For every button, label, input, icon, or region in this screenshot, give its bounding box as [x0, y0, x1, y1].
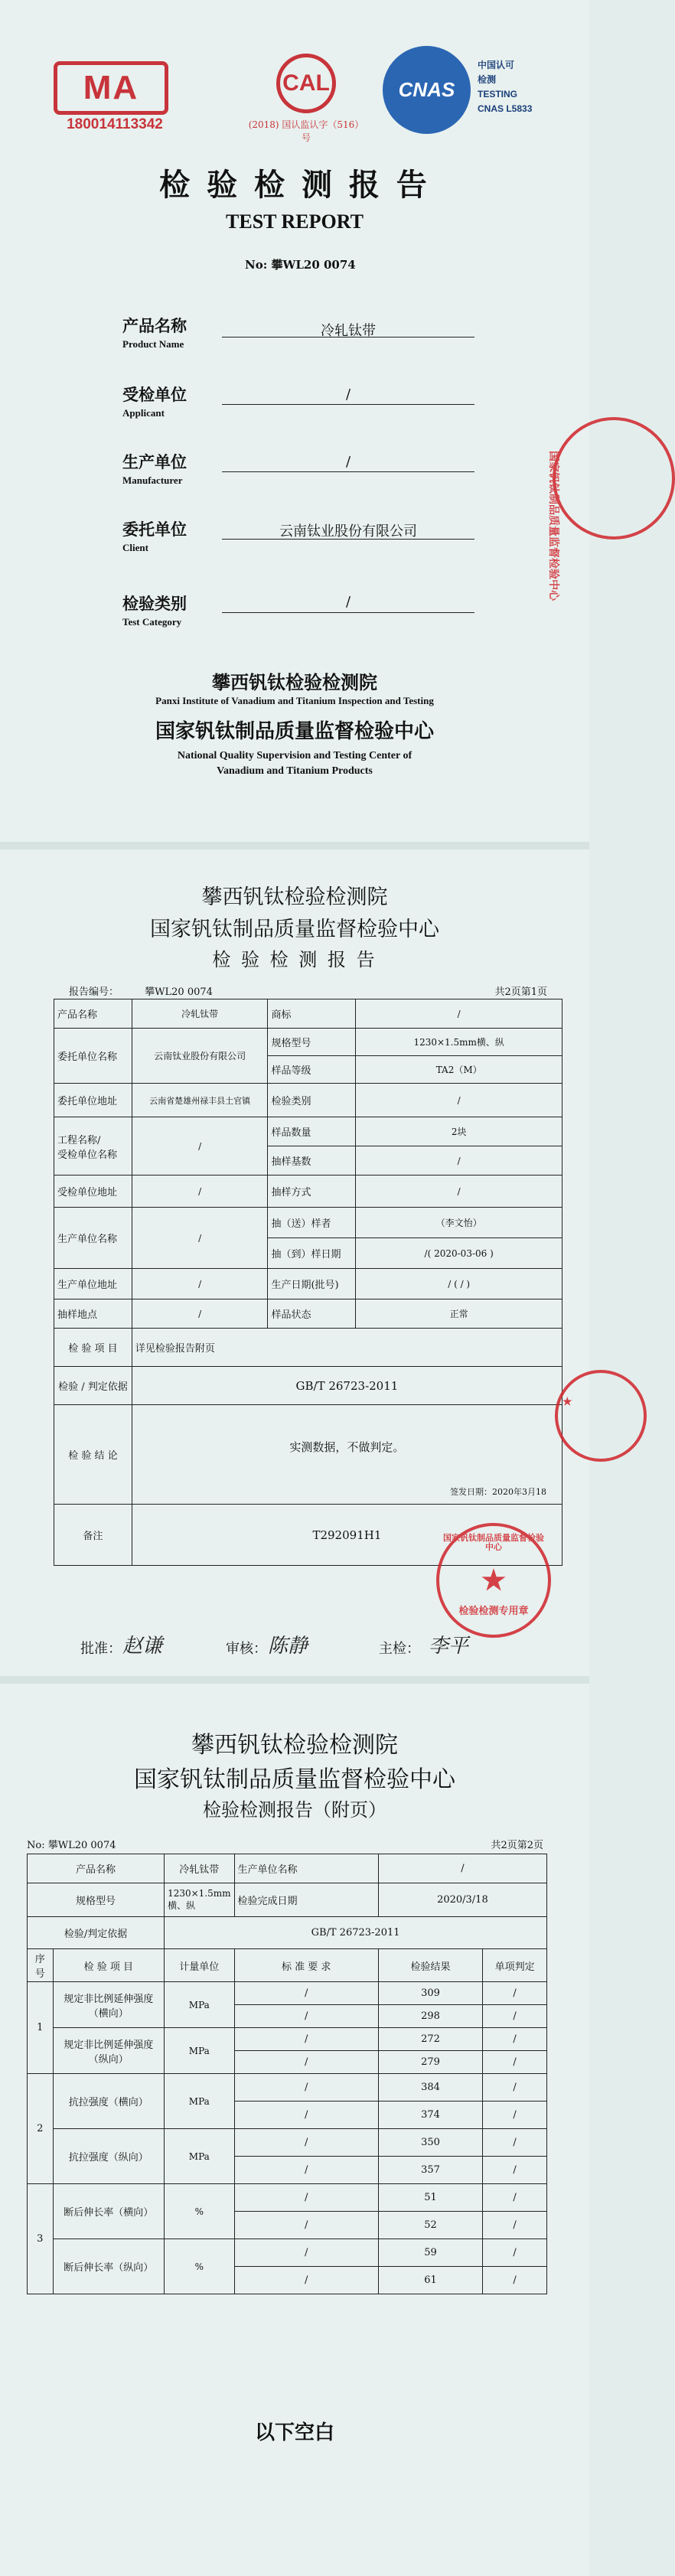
- cell: 检验/判定依据: [28, 1917, 165, 1949]
- cell: 384: [378, 2074, 482, 2102]
- field-underline: [222, 471, 474, 472]
- cell: /: [234, 2239, 378, 2267]
- table-row: [54, 1117, 562, 1146]
- cell: /: [132, 1176, 268, 1208]
- cell: GB/T 26723-2011: [132, 1367, 562, 1405]
- cell: /: [132, 1299, 268, 1329]
- cell: 52: [378, 2212, 482, 2239]
- table-row: [54, 1367, 562, 1405]
- cell: 样品数量: [268, 1117, 356, 1146]
- cell: 规格型号: [268, 1029, 356, 1056]
- cell: 1: [28, 1982, 54, 2074]
- field-label-cn: 生产单位: [122, 452, 187, 471]
- approve-signature: 赵谦: [122, 1635, 163, 1658]
- cell: 3: [28, 2184, 54, 2294]
- cell: /: [483, 2157, 547, 2184]
- report-number-label: No:: [245, 258, 268, 272]
- cma-number: 180014113342: [67, 116, 163, 132]
- cell: /: [132, 1117, 268, 1176]
- page-separator: [0, 1676, 589, 1684]
- report-main-page: [0, 849, 589, 1676]
- table-row: [28, 1883, 547, 1917]
- cell: /: [234, 1982, 378, 2005]
- cell: 2: [28, 2074, 54, 2184]
- cell: 检验类别: [268, 1084, 356, 1117]
- edge-seal: [555, 1370, 647, 1462]
- cell: 断后伸长率（横向）: [53, 2184, 165, 2239]
- cell: 样品状态: [268, 1299, 356, 1329]
- cell: MPa: [165, 2028, 234, 2074]
- cal-logo-text: CAL: [282, 70, 330, 96]
- cell: / ( / ): [356, 1269, 562, 1299]
- cell: 规格型号: [28, 1883, 165, 1917]
- cell: 309: [378, 1982, 482, 2005]
- page2-report-number: [69, 983, 213, 998]
- cell: /: [234, 2102, 378, 2129]
- inspect-label: 主检：: [379, 1641, 420, 1657]
- cell: 冷轧钛带: [132, 999, 268, 1029]
- cell: 样品等级: [268, 1056, 356, 1084]
- header-cell: 计量单位: [165, 1949, 234, 1982]
- cell: %: [165, 2184, 234, 2239]
- approve-label: 批准：: [80, 1641, 122, 1657]
- cnas-text-4: CNAS L5833: [478, 103, 533, 114]
- header-cell: 检 验 项 目: [53, 1949, 165, 1982]
- table-row: [28, 2028, 547, 2051]
- org-name-cn: 攀西钒钛检验检测院: [212, 671, 377, 693]
- cnas-text-1: 中国认可: [478, 60, 515, 70]
- field-value: /: [345, 386, 351, 403]
- page2-page-info: 共2页第1页: [494, 986, 547, 998]
- cell: /: [356, 1084, 562, 1117]
- cell: TA2（M）: [356, 1056, 562, 1084]
- cell: 2020/3/18: [378, 1883, 546, 1917]
- cell: /: [234, 2074, 378, 2102]
- cell: 云南省楚雄州禄丰县土官镇: [132, 1084, 268, 1117]
- field-label-cn: 委托单位: [122, 520, 187, 539]
- cell: 298: [378, 2005, 482, 2028]
- table-row: [28, 1854, 547, 1883]
- page2-report-number-label: 报告编号：: [69, 986, 119, 998]
- blank-below-notice: 以下空白: [254, 2421, 334, 2444]
- cell: 272: [378, 2028, 482, 2051]
- cell: 1230×1.5mm横、纵: [356, 1029, 562, 1056]
- cell: 抽（送）样者: [268, 1208, 356, 1238]
- cell: 断后伸长率（纵向）: [53, 2239, 165, 2294]
- cell: 详见检验报告附页: [132, 1329, 562, 1367]
- report-title-en: TEST REPORT: [226, 210, 364, 233]
- table-row: [54, 1299, 562, 1329]
- cnas-logo: [383, 46, 559, 138]
- cell: 规定非比例延伸强度 （纵向）: [53, 2028, 165, 2074]
- center-name-en-1: National Quality Supervision and Testing Center of: [177, 750, 412, 761]
- cell: 抗拉强度（横向）: [53, 2074, 165, 2129]
- cell: MPa: [165, 1982, 234, 2028]
- report-number-value: 攀WL20 0074: [271, 258, 356, 272]
- cell: /: [483, 2074, 547, 2102]
- field-label-cn: 受检单位: [122, 385, 187, 404]
- cell: /: [234, 2005, 378, 2028]
- cell: 51: [378, 2184, 482, 2212]
- seal-stamp: [547, 417, 675, 601]
- cell: /: [483, 2102, 547, 2129]
- page3-page-info: 共2页第2页: [491, 1840, 543, 1851]
- field-value: /: [345, 594, 351, 610]
- table-row: [54, 1269, 562, 1299]
- conclusion-cell: [132, 1405, 562, 1505]
- cell: 规定非比例延伸强度 （横向）: [53, 1982, 165, 2028]
- field-underline: [222, 404, 474, 405]
- cell: /( 2020-03-06 ): [356, 1238, 562, 1269]
- cell: 检验完成日期: [234, 1883, 378, 1917]
- table-row: [28, 1917, 547, 1949]
- cell: 抽样方式: [268, 1176, 356, 1208]
- header-cell: 序号: [28, 1949, 54, 1982]
- cover-page: [0, 0, 589, 842]
- cell: 产品名称: [28, 1854, 165, 1883]
- table-row: [54, 1405, 562, 1505]
- table-header-row: [28, 1949, 547, 1982]
- cell: 商标: [268, 999, 356, 1029]
- cma-logo: [54, 61, 176, 138]
- center-name-en-2: Vanadium and Titanium Products: [217, 765, 373, 777]
- table-row: [54, 1029, 562, 1056]
- cell: /: [132, 1208, 268, 1269]
- cell: /: [234, 2157, 378, 2184]
- cell: 抗拉强度（纵向）: [53, 2129, 165, 2184]
- cell: /: [483, 2129, 547, 2157]
- cell: 生产单位名称: [234, 1854, 378, 1883]
- cell: /: [483, 2212, 547, 2239]
- cell: 受检单位地址: [54, 1176, 132, 1208]
- cal-logo-number: (2018) 国认监认字（516）号: [248, 119, 364, 143]
- cell: 抽样基数: [268, 1146, 356, 1176]
- table-row: [28, 2129, 547, 2157]
- cell: /: [483, 2267, 547, 2294]
- review-signature: 陈静: [268, 1635, 308, 1658]
- report-title-cn: 检 验 检 测 报 告: [159, 167, 430, 203]
- report-number: [245, 256, 356, 272]
- field-underline: [222, 612, 474, 613]
- field-label-en: Test Category: [122, 616, 182, 628]
- conclusion-text: 实测数据，不做判定。: [289, 1440, 405, 1454]
- cell: MPa: [165, 2074, 234, 2129]
- cell: 374: [378, 2102, 482, 2129]
- seal-text: 国家钒钛制品质量监督检验中心: [443, 1533, 544, 1552]
- page2-report-number-value: 攀WL20 0074: [145, 986, 213, 998]
- cell: %: [165, 2239, 234, 2294]
- cell: 357: [378, 2157, 482, 2184]
- cell: 生产单位名称: [54, 1208, 132, 1269]
- cell: /: [234, 2212, 378, 2239]
- table-row: [28, 2074, 547, 2102]
- report-appendix-page: [0, 1684, 589, 2576]
- cell: 279: [378, 2051, 482, 2074]
- seal-subtext: 检验检测专用章: [458, 1606, 529, 1617]
- cnas-text-3: TESTING: [478, 89, 518, 99]
- cell: 冷轧钛带: [165, 1854, 234, 1883]
- page3-title: 检验检测报告（附页）: [203, 1799, 386, 1821]
- field-value: 云南钛业股份有限公司: [279, 523, 417, 540]
- cell: 委托单位地址: [54, 1084, 132, 1117]
- cell: /: [356, 1146, 562, 1176]
- field-label-cn: 检验类别: [122, 594, 187, 613]
- field-value: /: [345, 454, 351, 470]
- cnas-emblem: CNAS: [383, 46, 471, 134]
- cell: /: [356, 999, 562, 1029]
- cell: /: [234, 2184, 378, 2212]
- cell: T292091H1: [132, 1505, 562, 1566]
- cell: 检 验 项 目: [54, 1329, 132, 1367]
- cell: （李文怡）: [356, 1208, 562, 1238]
- cell: 抽样地点: [54, 1299, 132, 1329]
- cell: 正常: [356, 1299, 562, 1329]
- field-underline: [222, 539, 474, 540]
- cell: /: [483, 2239, 547, 2267]
- cell: 2块: [356, 1117, 562, 1146]
- cell: 检验 / 判定依据: [54, 1367, 132, 1405]
- cell: 工程名称/ 受检单位名称: [54, 1117, 132, 1176]
- cell: GB/T 26723-2011: [165, 1917, 547, 1949]
- page3-report-number-value: 攀WL20 0074: [47, 1840, 116, 1851]
- page3-org: 攀西钒钛检验检测院: [191, 1732, 398, 1759]
- report-main-table: [54, 999, 562, 1566]
- center-name-cn: 国家钒钛制品质量监督检验中心: [155, 720, 434, 743]
- cell: /: [483, 2051, 547, 2074]
- table-row: [54, 999, 562, 1029]
- cell: /: [483, 1982, 547, 2005]
- seal-edge-star-icon: ★: [562, 1396, 572, 1408]
- page2-org: 攀西钒钛检验检测院: [201, 885, 388, 909]
- cell: 云南钛业股份有限公司: [132, 1029, 268, 1084]
- cnas-text-2: 检测: [478, 74, 497, 85]
- sign-date: 签发日期：2020年3月18: [450, 1487, 546, 1497]
- table-row: [54, 1208, 562, 1238]
- field-label-en: Product Name: [122, 338, 184, 350]
- table-row: [54, 1329, 562, 1367]
- cell: /: [483, 2028, 547, 2051]
- cell: /: [234, 2051, 378, 2074]
- field-value: 冷轧钛带: [321, 323, 376, 339]
- header-cell: 检验结果: [378, 1949, 482, 1982]
- cell: 检 验 结 论: [54, 1405, 132, 1505]
- cell: MPa: [165, 2129, 234, 2184]
- cell: /: [234, 2129, 378, 2157]
- header-cell: 标 准 要 求: [234, 1949, 378, 1982]
- cell: 59: [378, 2239, 482, 2267]
- seal-star-icon: ★: [481, 1564, 507, 1596]
- cell: 1230×1.5mm 横、纵: [165, 1883, 234, 1917]
- table-row: [54, 1084, 562, 1117]
- cell: 350: [378, 2129, 482, 2157]
- cell: /: [132, 1269, 268, 1299]
- table-row: [28, 2239, 547, 2267]
- review-label: 审核：: [226, 1641, 267, 1657]
- page3-center: 国家钒钛制品质量监督检验中心: [134, 1766, 455, 1793]
- cell: 委托单位名称: [54, 1029, 132, 1084]
- page3-report-number: [27, 1837, 116, 1851]
- page2-title: 检 验 检 测 报 告: [212, 949, 377, 970]
- page2-center: 国家钒钛制品质量监督检验中心: [150, 918, 439, 941]
- cell: /: [483, 2005, 547, 2028]
- appendix-table: [27, 1854, 547, 2294]
- cell: 备注: [54, 1505, 132, 1566]
- cell: /: [378, 1854, 546, 1883]
- table-row: [28, 1982, 547, 2005]
- cell: /: [483, 2184, 547, 2212]
- cal-logo: [245, 54, 367, 143]
- field-label-en: Applicant: [122, 407, 165, 419]
- cell: 生产单位地址: [54, 1269, 132, 1299]
- org-name-en: Panxi Institute of Vanadium and Titanium Inspection and Testing: [155, 695, 434, 706]
- inspect-signature: 李平: [429, 1635, 469, 1658]
- field-label-en: Manufacturer: [122, 474, 183, 486]
- seal-text: 国家钒钛制品质量监督检验中心: [547, 451, 559, 601]
- cell: /: [234, 2267, 378, 2294]
- cell: /: [234, 2028, 378, 2051]
- page3-report-number-label: No:: [27, 1840, 45, 1851]
- table-row: [54, 1176, 562, 1208]
- header-cell: 单项判定: [483, 1949, 547, 1982]
- cell: /: [356, 1176, 562, 1208]
- cell: 生产日期(批号): [268, 1269, 356, 1299]
- cell: 抽（到）样日期: [268, 1238, 356, 1269]
- official-seal: [436, 1523, 551, 1638]
- field-label-en: Client: [122, 542, 148, 553]
- cell: 61: [378, 2267, 482, 2294]
- page-separator: [0, 842, 589, 849]
- table-row: [28, 2184, 547, 2212]
- field-label-cn: 产品名称: [122, 316, 187, 335]
- cell: 产品名称: [54, 999, 132, 1029]
- cma-logo-text: MA: [83, 69, 139, 106]
